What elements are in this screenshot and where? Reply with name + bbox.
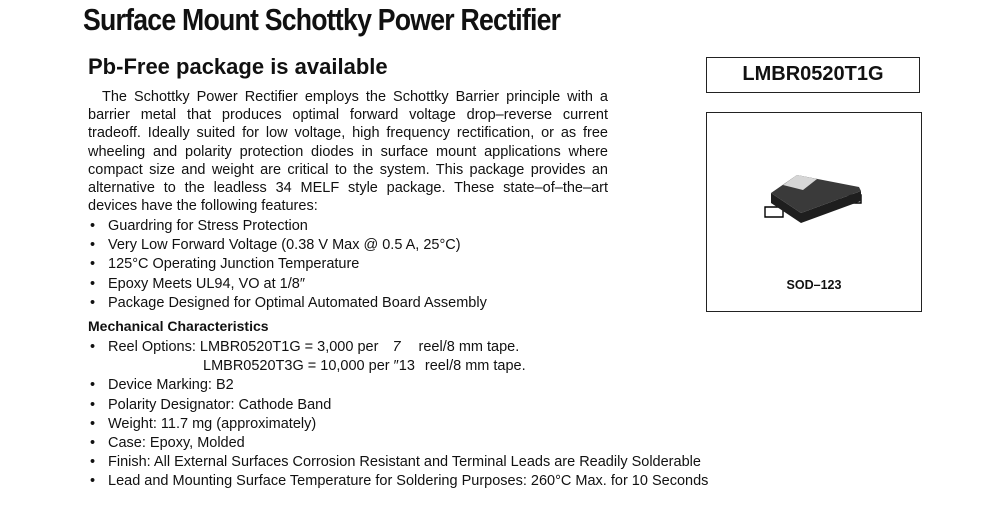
reel-line2-suffix: reel/8 mm tape. [424,358,526,375]
feature-item: • 125°C Operating Junction Temperature [88,255,487,274]
feature-item: • Package Designed for Optimal Automated Board Assembly [88,294,487,313]
features-list [88,217,487,313]
package-label: SOD–123 [786,278,842,292]
mechanical-item: • Case: Epoxy, Molded [88,434,708,453]
part-number: LMBR0520T1G [742,63,884,85]
reel-thirteen-mark: ″13 [393,358,415,375]
reel-line1-suffix: reel/8 mm tape. [418,339,520,355]
part-number-box [706,57,920,93]
mechanical-item: • Finish: All External Surfaces Corrosion Resistant and Terminal Leads are Readily Solderable [88,453,708,472]
mechanical-heading: Mechanical Characteristics [88,318,269,334]
mechanical-item: • Lead and Mounting Surface Temperature for Soldering Purposes: 260°C Max. for 10 Seconds [88,472,708,491]
mechanical-item: • Polarity Designator: Cathode Band [88,396,708,415]
reel-seven-mark: 7 [392,339,401,355]
pb-free-subtitle: Pb-Free package is available [88,54,388,79]
sod123-package-icon [761,165,871,235]
description-text: The Schottky Power Rectifier employs the Schottky Barrier principle with a barrier metal that produces optimal forward voltage drop–reverse current tradeoff. Ideally suited for low voltage, high frequency rectification, or as free wheeling and polarity protection diodes in surface mount applications where compact size and weight are critical to the system. This package provides an alternative to the leadless 34 MELF style package. These state–of–the–art devices have the following features: [88,89,608,215]
reel-line2 [108,357,708,376]
page-title: Surface Mount Schottky Power Rectifier [83,2,561,37]
feature-item: • Very Low Forward Voltage (0.38 V Max @ 0.5 A, 25°C) [88,236,487,255]
reel-line1-prefix: Reel Options: LMBR0520T1G = 3,000 per [108,339,379,355]
mechanical-list [88,338,708,492]
mechanical-item: • Device Marking: B2 [88,376,708,395]
description-paragraph [88,88,608,215]
reel-options-item [88,338,708,376]
package-illustration-box [706,112,922,312]
feature-item: • Epoxy Meets UL94, VO at 1/8″ [88,275,487,294]
reel-line2-prefix: LMBR0520T3G = 10,000 per [203,358,390,375]
mechanical-item: • Weight: 11.7 mg (approximately) [88,415,708,434]
feature-item: • Guardring for Stress Protection [88,217,487,236]
